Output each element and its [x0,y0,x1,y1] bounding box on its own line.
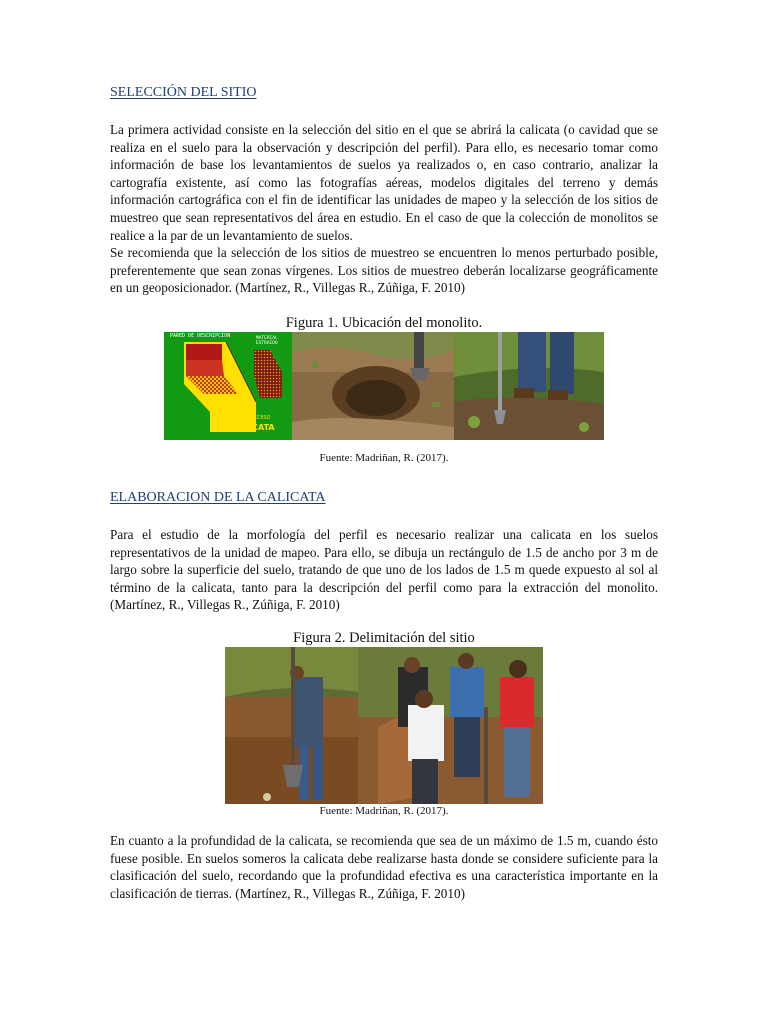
figure1-caption: Figura 1. Ubicación del monolito. [285,315,483,331]
paragraph-elaboracion: Para el estudio de la morfología del perfil es necesario realizar una calicata en los suelos representativos de la unidad de mapeo. Para ello, se dibuja un rectángulo de 1.5 de ancho por 3 m de largo sobre la superficie del suelo, tratando de que uno de los lados de 1.5 m quede expuesto al sol al término de la calicata, tanto para la descripción del perfil como para la extracción del monolito. (Martínez, R., Villegas R., Zúñiga, F. 2010) [110,527,658,613]
digging-photo [225,647,358,804]
paragraph-seleccion-2: Se recomienda que la selección de los sitios de muestreo se encuentren lo menos perturbado posible, preferentemente que sean zonas vírgenes. Los sitios de muestreo deberán localizarse geográficamente en un geoposicionador. (Martínez, R., Villegas R., Zúñiga, F. 2010) [110,245,658,296]
soil-hole-photo [292,332,454,440]
section-heading-seleccion: SELECCIÓN DEL SITIO [110,85,257,100]
group-trench-photo [358,647,543,804]
diagram-label-material: MATERIAL EXTRAIDO [256,336,278,346]
diagram-label-calicata: CALICATA [232,423,275,432]
diagram-label-acceso: ACCESO [250,415,271,421]
section-heading-elaboracion: ELABORACION DE LA CALICATA [110,490,326,505]
figure2-source: Fuente: Madriñan, R. (2017). [319,805,449,817]
paragraph-profundidad: En cuanto a la profundidad de la calicata, se recomienda que sea de un máximo de 1.5 m, cuando ésto fuese posible. En suelos someros la calicata debe realizarse hasta donde se considere suficiente para la clasificación del suelo, recordando que la profundidad efectiva es una característica importante en la clasificación de tierras. (Martínez, R., Villegas R., Zúñiga, F. 2010) [110,833,658,901]
paragraph-seleccion-1: La primera actividad consiste en la selección del sitio en el que se abrirá la calicata (o cavidad que se realiza en el suelo para la observación y descripción del perfil). Para ello, es necesario tomar como información de base los levantamientos de suelos ya realizados o, en caso contrario, analizar la cartografía existente, así como las fotografías aéreas, modelos digitales del terreno y demás información cartográfica con el fin de identificar las unidades de mapeo y la selección de los sitios de muestreo que sean representativos del área en estudio. En el caso de que la colección de monolitos se realice a la par de un levantamiento de suelos. [110,122,658,243]
diagram-label-pared: PARED DE DESCRIPCION [170,333,231,339]
figure1-source: Fuente: Madriñan, R. (2017). [319,452,449,464]
calicata-diagram [164,332,292,440]
figure2-caption: Figura 2. Delimitación del sitio [293,630,475,646]
worker-tool-photo [454,332,604,440]
